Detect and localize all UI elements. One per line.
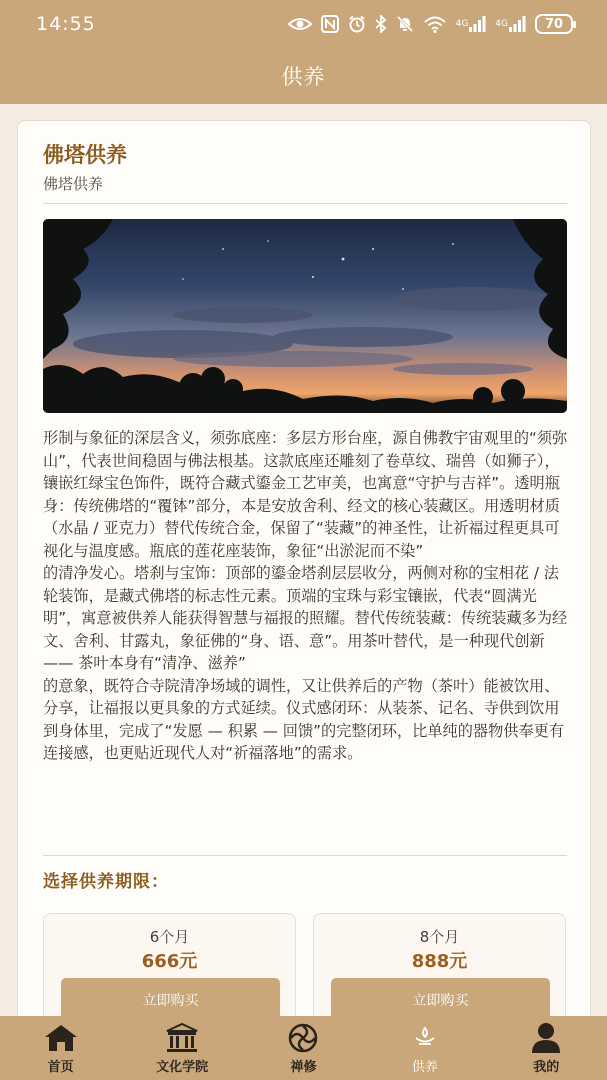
user-icon (528, 1022, 564, 1054)
plan-price: 888元 (411, 951, 468, 972)
product-card (17, 120, 591, 1080)
header (0, 48, 607, 104)
temple-icon (164, 1022, 200, 1054)
meditation-icon (285, 1022, 321, 1054)
status-time: 14:55 (36, 13, 96, 35)
network-label-2: 4G (495, 19, 508, 29)
battery-level: 70 (544, 16, 564, 32)
page-title: 供养 (281, 65, 326, 89)
hero-image (43, 219, 567, 413)
buy-now-button[interactable]: 立即购买 (61, 978, 280, 1022)
network-label-1: 4G (455, 19, 469, 29)
nav-label: 我的 (533, 1059, 560, 1075)
nav-item-meditation[interactable] (248, 1016, 358, 1080)
plan-duration: 8个月 (419, 928, 460, 946)
nfc-icon (321, 15, 339, 33)
offering-icon (407, 1022, 443, 1054)
plan-price: 666元 (141, 951, 198, 972)
eye-icon (288, 16, 312, 32)
mute-icon (396, 15, 414, 33)
nav-label: 供养 (411, 1059, 438, 1075)
alarm-icon (348, 15, 366, 33)
bottom-nav (0, 1016, 607, 1080)
divider (43, 203, 567, 204)
buy-now-button[interactable]: 立即购买 (331, 978, 550, 1022)
nav-label: 文化学院 (156, 1059, 209, 1075)
nav-item-home[interactable] (6, 1016, 116, 1080)
period-title: 选择供养期限： (43, 872, 169, 892)
nav-item-profile[interactable] (491, 1016, 601, 1080)
battery-icon (535, 14, 573, 34)
nav-label: 首页 (47, 1059, 74, 1075)
wifi-icon (423, 15, 447, 33)
plan-duration: 6个月 (149, 928, 190, 946)
product-description: 形制与象征的深层含义，须弥底座：多层方形台座，源自佛教宇宙观里的“须弥山”，代表世间稳固与佛法根基。这款底座还雕刻了卷草纹、瑞兽（如狮子），镶嵌红绿宝色饰件，既符合藏式鎏金工艺审美，也寓意“守护与吉祥”。透明瓶身：传统佛塔的“覆钵”部分，本是安放舍利、经文的核心装藏区。用透明材质（水晶 / 亚克力）替代传统合金，保留了“装藏”的神圣性，让祈福过程更具可视化与温度感。瓶底的莲花座装饰，象征“出淤泥而不染” 的清净发心。塔刹与宝饰：顶部的鎏金塔刹层层收分，两侧对称的宝相花 / 法轮装饰，是藏式佛塔的标志性元素。顶端的宝珠与彩宝镶嵌，代表“圆满光明”，寓意被供养人能获得智慧与福报的照耀。替代传统装藏：传统装藏多为经文、舍利、甘露丸，象征佛的“身、语、意”。用茶叶替代，是一种现代创新 —— 茶叶本身有“清净、滋养” 的意象，既符合寺院清净场域的调性，又让供养后的产物（茶叶）能被饮用、分享，让福报以更具象的方式延续。仪式感闭环：从装茶、记名、寺供到饮用到身体里，完成了“发愿 — 积累 — 回馈”的完整闭环，比单纯的器物供奉更有连接感，也更贴近现代人对“祈福落地”的需求。 (43, 429, 568, 762)
bluetooth-icon (375, 15, 387, 33)
status-bar (0, 0, 607, 48)
home-icon (43, 1022, 79, 1054)
signal-icon (495, 16, 526, 32)
product-title: 佛塔供养 (43, 143, 127, 167)
status-icons (288, 14, 573, 34)
nav-item-offering[interactable] (370, 1016, 480, 1080)
nav-label: 禅修 (290, 1059, 317, 1075)
product-subtitle: 佛塔供养 (43, 175, 104, 193)
signal-icon (456, 16, 487, 32)
nav-item-culture-academy[interactable] (127, 1016, 237, 1080)
divider (43, 855, 567, 856)
